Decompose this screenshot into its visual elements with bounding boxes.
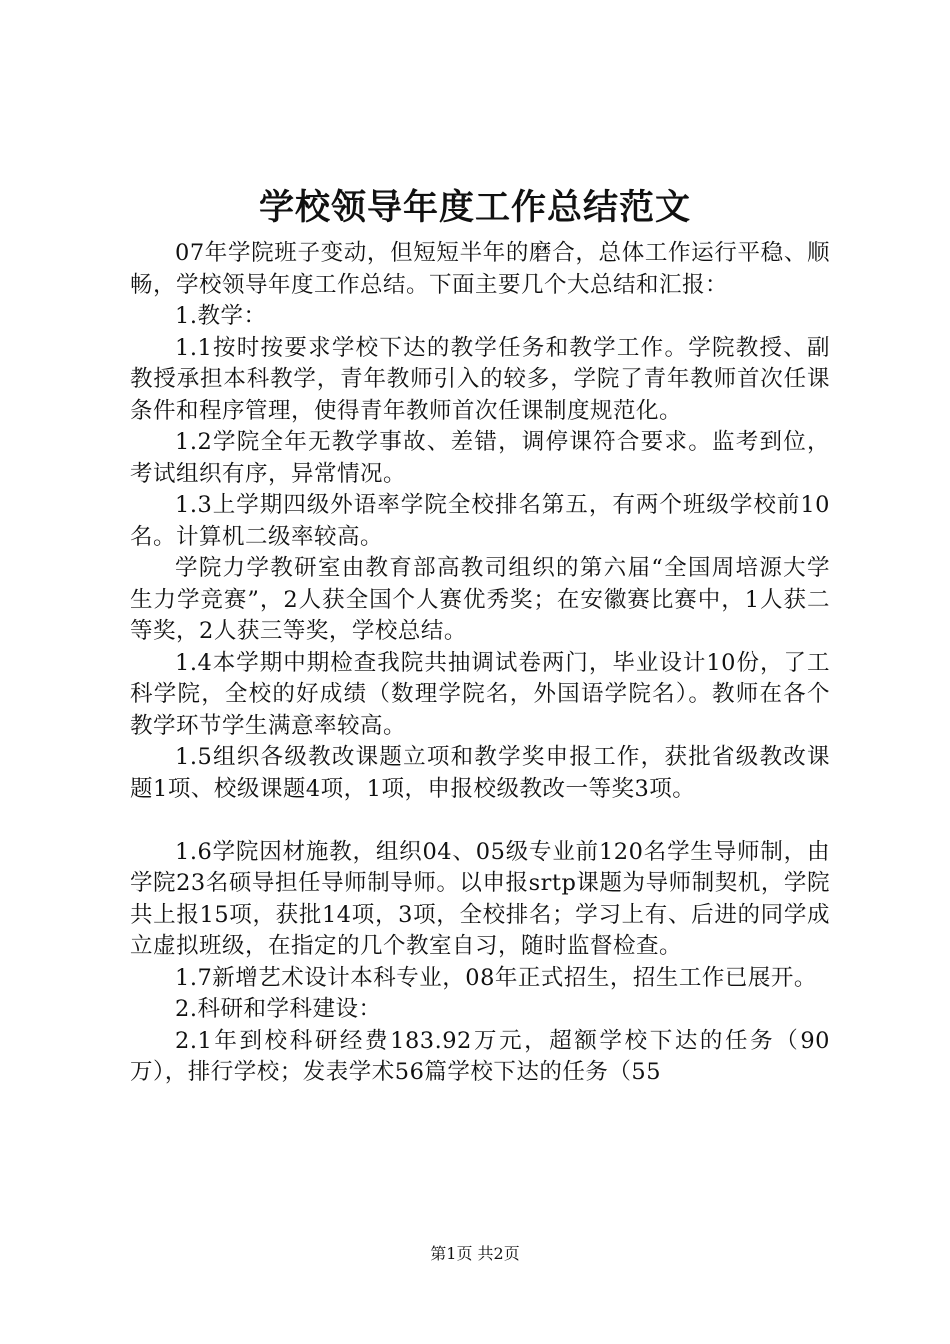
paragraph-2-1: 2.1年到校科研经费183.92万元，超额学校下达的任务（90万），排行学校；发表学术56篇学校下达的任务（55 — [130, 1027, 830, 1085]
document-body — [130, 238, 830, 1089]
paragraph-1-7: 1.7新增艺术设计本科专业，08年正式招生，招生工作已展开。 — [175, 964, 817, 991]
paragraph-mechanics-competition: 学院力学教研室由教育部高教司组织的第六届“全国周培源大学生力学竞赛”，2人获全国个人赛优秀奖；在安徽赛比赛中，1人获二等奖，2人获三等奖，学校总结。 — [130, 555, 830, 644]
paragraph-intro: 07年学院班子变动，但短短半年的磨合，总体工作运行平稳、顺畅，学校领导年度工作总结。下面主要几个大总结和汇报： — [130, 240, 830, 298]
paragraph-1-3: 1.3上学期四级外语率学院全校排名第五，有两个班级学校前10名。计算机二级率较高。 — [130, 492, 830, 550]
paragraph-1-1: 1.1按时按要求学校下达的教学任务和教学工作。学院教授、副教授承担本科教学，青年教师引入的较多，学院了青年教师首次任课条件和程序管理，使得青年教师首次任课制度规范化。 — [130, 334, 830, 424]
document-title: 学校领导年度工作总结范文 — [258, 187, 691, 228]
page-footer: 第1页 共2页 — [430, 1244, 520, 1263]
paragraph-1-4: 1.4本学期中期检查我院共抽调试卷两门，毕业设计10份，了工科学院，全校的好成绩（数理学院名，外国语学院名）。教师在各个教学环节学生满意率较高。 — [130, 649, 830, 739]
section-heading-teaching: 1.教学： — [175, 303, 267, 329]
paragraph-1-2: 1.2学院全年无教学事故、差错，调停课符合要求。监考到位，考试组织有序，异常情况。 — [130, 429, 830, 487]
section-heading-research: 2.科研和学科建设： — [175, 996, 382, 1022]
paragraph-1-6: 1.6学院因材施教，组织04、05级专业前120名学生导师制，由学院23名硕导担任导师制导师。以申报srtp课题为导师制契机，学院共上报15项，获批14项，3项，全校排名；学习上有、后进的同学成立虚拟班级，在指定的几个教室自习，随时监督检查。 — [130, 838, 830, 959]
paragraph-1-5: 1.5组织各级教改课题立项和教学奖申报工作，获批省级教改课题1项、校级课题4项，1项，申报校级教改一等奖3项。 — [130, 744, 830, 802]
